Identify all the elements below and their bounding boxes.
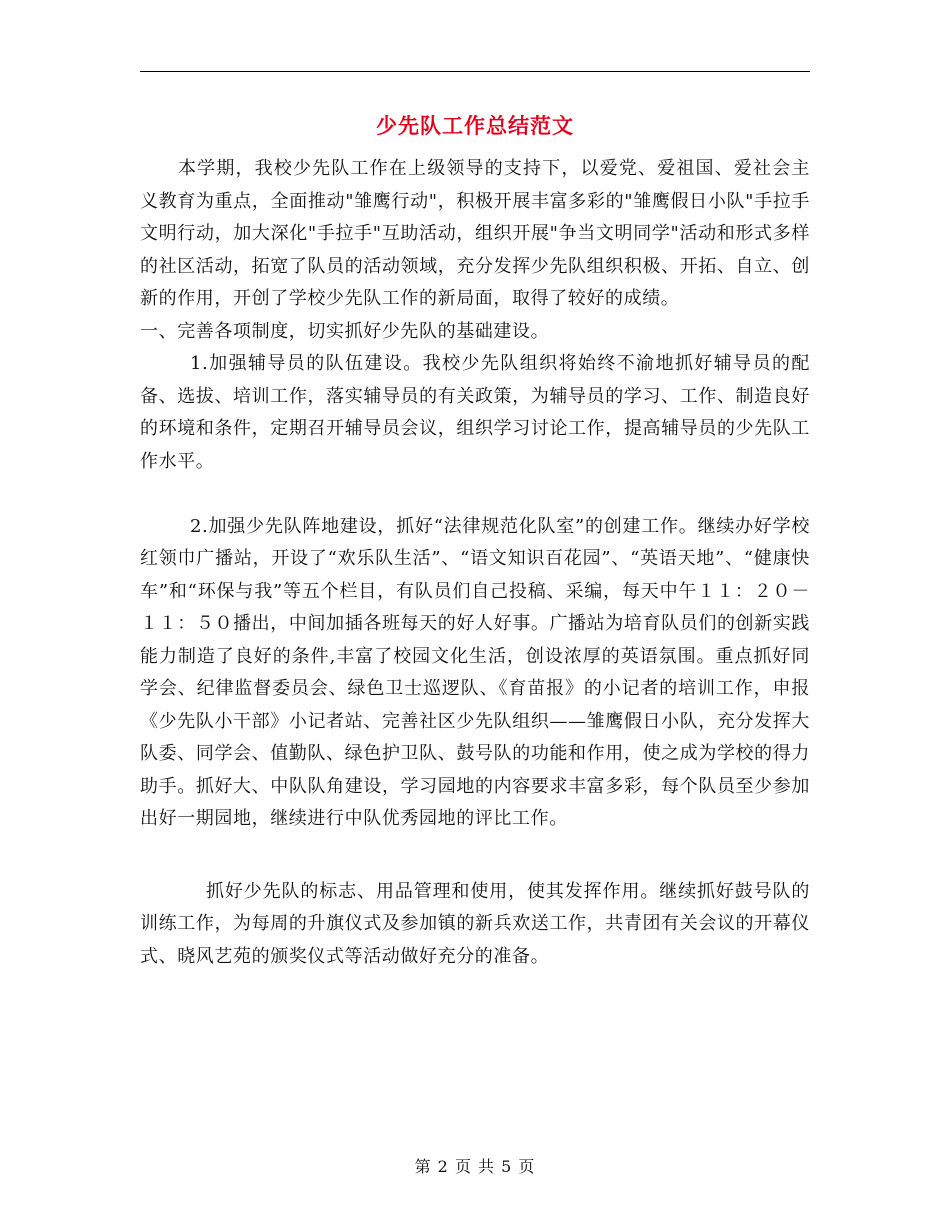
document-title: 少先队工作总结范文 [376, 113, 574, 138]
paragraph-spacer [140, 836, 810, 876]
item-2-paragraph: 2.加强少先队阵地建设，抓好“法律规范化队室”的创建工作。继续办好学校红领巾广播站，开设了“欢乐队生活”、“语文知识百花园”、“英语天地”、“健康快车”和“环保与我”等五个栏目，有队员们自己投稿、采编，每天中午１１：２０－１１：５０播出，中间加插各班每天的好人好事。广播站为培育队员们的创新实践能力制造了良好的条件,丰富了校园文化生活，创设浓厚的英语氛围。重点抓好同学会、纪律监督委员会、绿色卫士巡逻队、《育苗报》的小记者的培训工作，申报《少先队小干部》小记者站、完善社区少先队组织——雏鹰假日小队，充分发挥大队委、同学会、值勤队、绿色护卫队、鼓号队的功能和作用，使之成为学校的得力助手。抓好大、中队队角建设，学习园地的内容要求丰富多彩，每个队员至少参加出好一期园地，继续进行中队优秀园地的评比工作。 [140, 515, 810, 829]
page-number: 第 2 页 共 5 页 [414, 1157, 536, 1176]
document-body [140, 153, 810, 973]
section-heading-1: 一、完善各项制度，切实抓好少先队的基础建设。 [140, 320, 550, 342]
item-1-paragraph: 1.加强辅导员的队伍建设。我校少先队组织将始终不渝地抓好辅导员的配备、选拔、培训工作，落实辅导员的有关政策，为辅导员的学习、工作、制造良好的环境和条件，定期召开辅导员会议，组织学习讨论工作，提高辅导员的少先队工作水平。 [140, 353, 810, 472]
item-3-paragraph: 抓好少先队的标志、用品管理和使用，使其发挥作用。继续抓好鼓号队的训练工作，为每周的升旗仪式及参加镇的新兵欢送工作，共青团有关会议的开幕仪式、晓风艺苑的颁奖仪式等活动做好充分的准备。 [140, 880, 810, 967]
paragraph-spacer [140, 478, 810, 511]
header-rule [140, 71, 810, 72]
intro-paragraph: 本学期，我校少先队工作在上级领导的支持下，以爱党、爱祖国、爱社会主义教育为重点，全面推动"雏鹰行动"，积极开展丰富多彩的"雏鹰假日小队"手拉手文明行动，加大深化"手拉手"互助活动，组织开展"争当文明同学"活动和形式多样的社区活动，拓宽了队员的活动领域，充分发挥少先队组织积极、开拓、自立、创新的作用，开创了学校少先队工作的新局面，取得了较好的成绩。 [140, 158, 810, 309]
